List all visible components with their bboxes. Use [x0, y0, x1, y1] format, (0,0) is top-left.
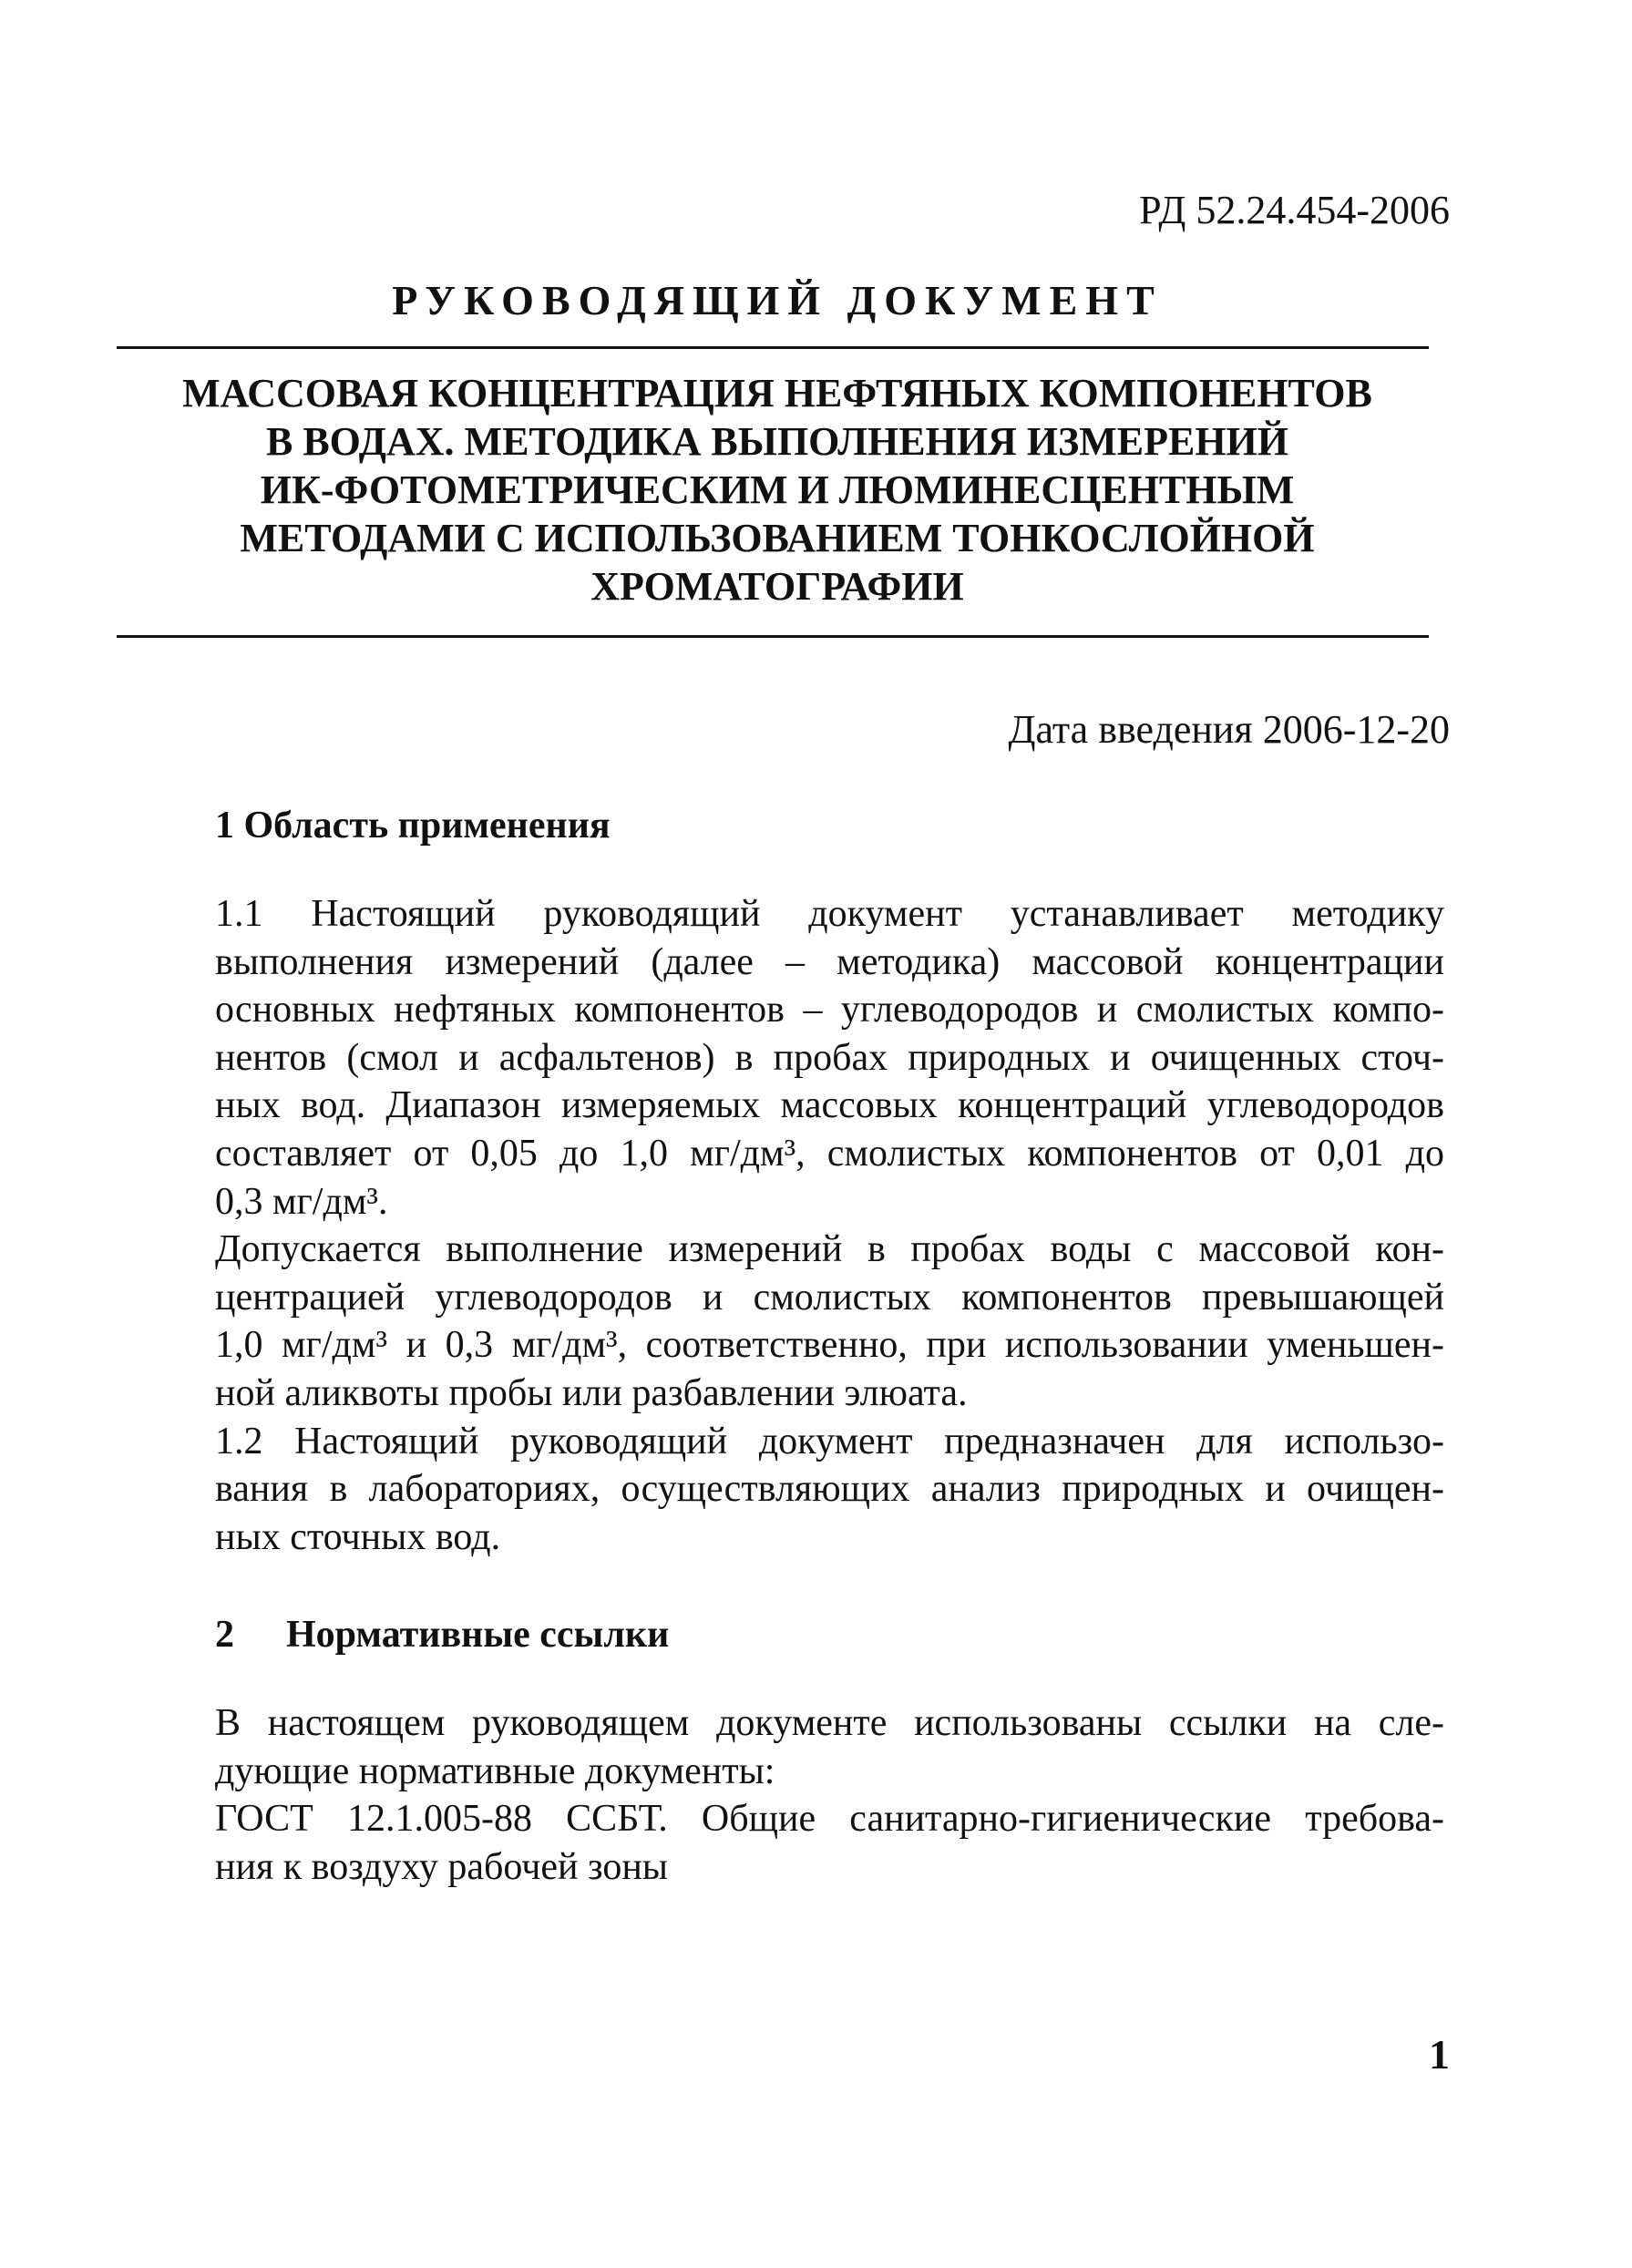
section-2-body	[146, 1699, 1444, 1891]
section-1-heading: 1 Область применения	[215, 805, 611, 847]
document-title	[117, 369, 1438, 611]
text-line: 1.2 Настоящий руководящий документ предназначен для использо-	[215, 1420, 1444, 1462]
paragraph-1-1	[146, 890, 1444, 1226]
title-line: МАССОВАЯ КОНЦЕНТРАЦИЯ НЕФТЯНЫХ КОМПОНЕНТОВ	[182, 371, 1372, 416]
text-line: выполнения измерений (далее – методика) массовой концентрации	[215, 940, 1444, 983]
title-line: ХРОМАТОГРАФИИ	[590, 564, 964, 609]
text-line: ния к воздуху рабочей зоны	[215, 1845, 669, 1888]
text-line: нентов (смол и асфальтенов) в пробах природных и очищенных сточ-	[215, 1036, 1444, 1079]
text-line: ных вод. Диапазон измеряемых массовых концентраций углеводородов	[215, 1084, 1444, 1127]
section-1-body	[146, 890, 1444, 1561]
section-2-title: Нормативные ссылки	[286, 1614, 670, 1656]
text-line: 1.1 Настоящий руководящий документ устанавливает методику	[215, 893, 1444, 935]
text-line: Допускается выполнение измерений в пробах воды с массовой кон-	[215, 1228, 1444, 1271]
text-line: вания в лабораториях, осуществляющих анализ природных и очищен-	[215, 1468, 1444, 1511]
text-line: центрацией углеводородов и смолистых компонентов превышающей	[215, 1276, 1444, 1319]
text-line: основных нефтяных компонентов – углеводородов и смолистых компо-	[215, 989, 1444, 1031]
text-line: 0,3 мг/дм³.	[215, 1180, 388, 1223]
document-code: РД 52.24.454-2006	[1139, 188, 1450, 232]
paragraph-1-2	[146, 1418, 1444, 1562]
text-line: дующие нормативные документы:	[215, 1750, 775, 1792]
introduction-date: Дата введения 2006-12-20	[1008, 707, 1450, 752]
title-top-rule	[117, 346, 1429, 349]
section-2-number: 2	[215, 1614, 234, 1656]
text-line: составляет от 0,05 до 1,0 мг/дм³, смолистых компонентов от 0,01 до	[215, 1132, 1444, 1175]
title-bottom-rule	[117, 635, 1429, 638]
section-2-heading	[215, 1611, 669, 1658]
paragraph-2-intro	[146, 1699, 1444, 1795]
paragraph-1-1-note	[146, 1226, 1444, 1417]
text-line: В настоящем руководящем документе использованы ссылки на сле-	[215, 1702, 1444, 1744]
document-type-heading: РУКОВОДЯЩИЙ ДОКУМЕНТ	[392, 277, 1163, 323]
text-line: ГОСТ 12.1.005-88 ССБТ. Общие санитарно-гигиенические требова-	[215, 1798, 1444, 1841]
page-number: 1	[1429, 2031, 1450, 2078]
paragraph-2-reference	[146, 1795, 1444, 1891]
text-line: 1,0 мг/дм³ и 0,3 мг/дм³, соответственно, при использовании уменьшен-	[215, 1324, 1444, 1367]
title-line: МЕТОДАМИ С ИСПОЛЬЗОВАНИЕМ ТОНКОСЛОЙНОЙ	[240, 516, 1315, 560]
text-line: ных сточных вод.	[215, 1515, 501, 1558]
text-line: ной аликвоты пробы или разбавлении элюата.	[215, 1371, 968, 1414]
title-line: ИК-ФОТОМЕТРИЧЕСКИМ И ЛЮМИНЕСЦЕНТНЫМ	[260, 467, 1295, 512]
title-line: В ВОДАХ. МЕТОДИКА ВЫПОЛНЕНИЯ ИЗМЕРЕНИЙ	[265, 419, 1289, 464]
